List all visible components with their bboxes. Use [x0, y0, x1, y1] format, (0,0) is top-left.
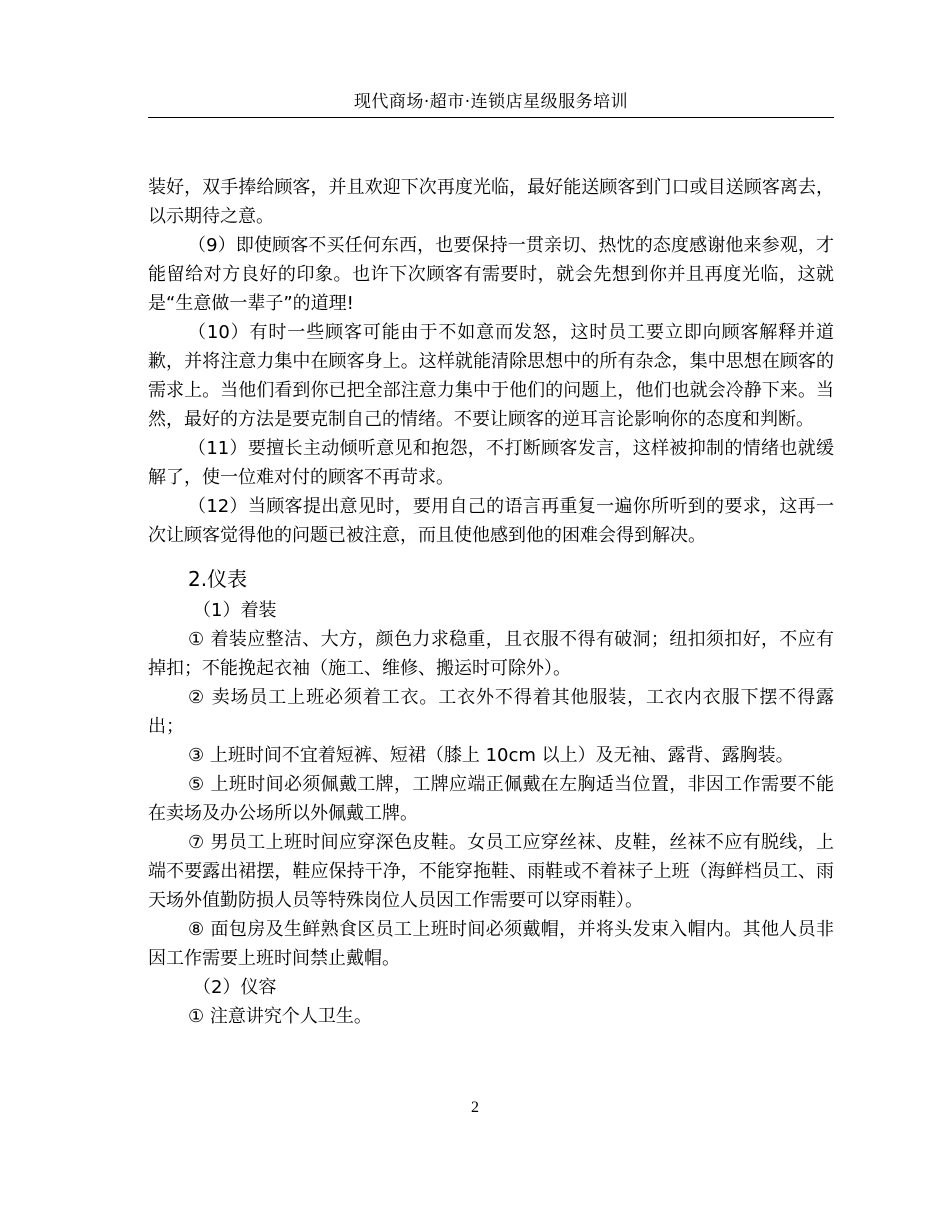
dress-rule-5: ⑤ 上班时间必须佩戴工牌，工牌应端正佩戴在左胸适当位置，非因工作需要不能在卖场及办公场所以外佩戴工牌。	[148, 774, 834, 824]
dress-rule-2: ② 卖场员工上班必须着工衣。工衣外不得着其他服装，工衣内衣服下摆不得露出；	[148, 687, 834, 737]
dress-rule-1: ① 着装应整洁、大方，颜色力求稳重，且衣服不得有破洞；纽扣须扣好，不应有掉扣；不能挽起衣袖（施工、维修、搬运时可除外）。	[148, 629, 834, 679]
running-header: 现代商场·超市·连锁店星级服务培训	[353, 92, 629, 112]
dress-rule-3: ③ 上班时间不宜着短裤、短裙（膝上 10cm 以上）及无袖、露背、露胸装。	[188, 745, 794, 766]
page-body	[148, 173, 834, 1031]
section-heading-appearance: 2.仪表	[188, 567, 248, 591]
header-divider	[148, 117, 834, 118]
page-number: 2	[471, 1099, 479, 1116]
continued-paragraph: 装好，双手捧给顾客，并且欢迎下次再度光临，最好能送顾客到门口或目送顾客离去，以示期待之意。	[148, 177, 834, 227]
list-item-9: （9）即使顾客不买任何东西，也要保持一贯亲切、热忱的态度感谢他来参观，才能留给对方良好的印象。也许下次顾客有需要时，就会先想到你并且再度光临，这就是“生意做一辈子”的道理!	[148, 235, 834, 314]
dress-rule-7: ⑦ 男员工上班时间应穿深色皮鞋。女员工应穿丝袜、皮鞋，丝袜不应有脱线，上端不要露出裙摆，鞋应保持干净，不能穿拖鞋、雨鞋或不着袜子上班（海鲜档员工、雨天场外值勤防损人员等特殊岗位人员因工作需要可以穿雨鞋）。	[148, 832, 834, 911]
subheading-dress: （1）着装	[193, 600, 277, 621]
dress-rule-8: ⑧ 面包房及生鲜熟食区员工上班时间必须戴帽，并将头发束入帽内。其他人员非因工作需要上班时间禁止戴帽。	[148, 919, 834, 969]
grooming-rule-1: ① 注意讲究个人卫生。	[188, 1006, 372, 1027]
list-item-10: （10）有时一些顾客可能由于不如意而发怒，这时员工要立即向顾客解释并道歉，并将注意力集中在顾客身上。这样就能清除思想中的所有杂念，集中思想在顾客的需求上。当他们看到你已把全部注意力集中于他们的问题上，他们也就会冷静下来。当然，最好的方法是要克制自己的情绪。不要让顾客的逆耳言论影响你的态度和判断。	[148, 322, 834, 430]
list-item-12: （12）当顾客提出意见时，要用自己的语言再重复一遍你所听到的要求，这再一次让顾客觉得他的问题已被注意，而且使他感到他的困难会得到解决。	[148, 496, 834, 546]
list-item-11: （11）要擅长主动倾听意见和抱怨，不打断顾客发言，这样被抑制的情绪也就缓解了，使一位难对付的顾客不再苛求。	[148, 438, 834, 488]
subheading-grooming: （2）仪容	[193, 977, 277, 998]
